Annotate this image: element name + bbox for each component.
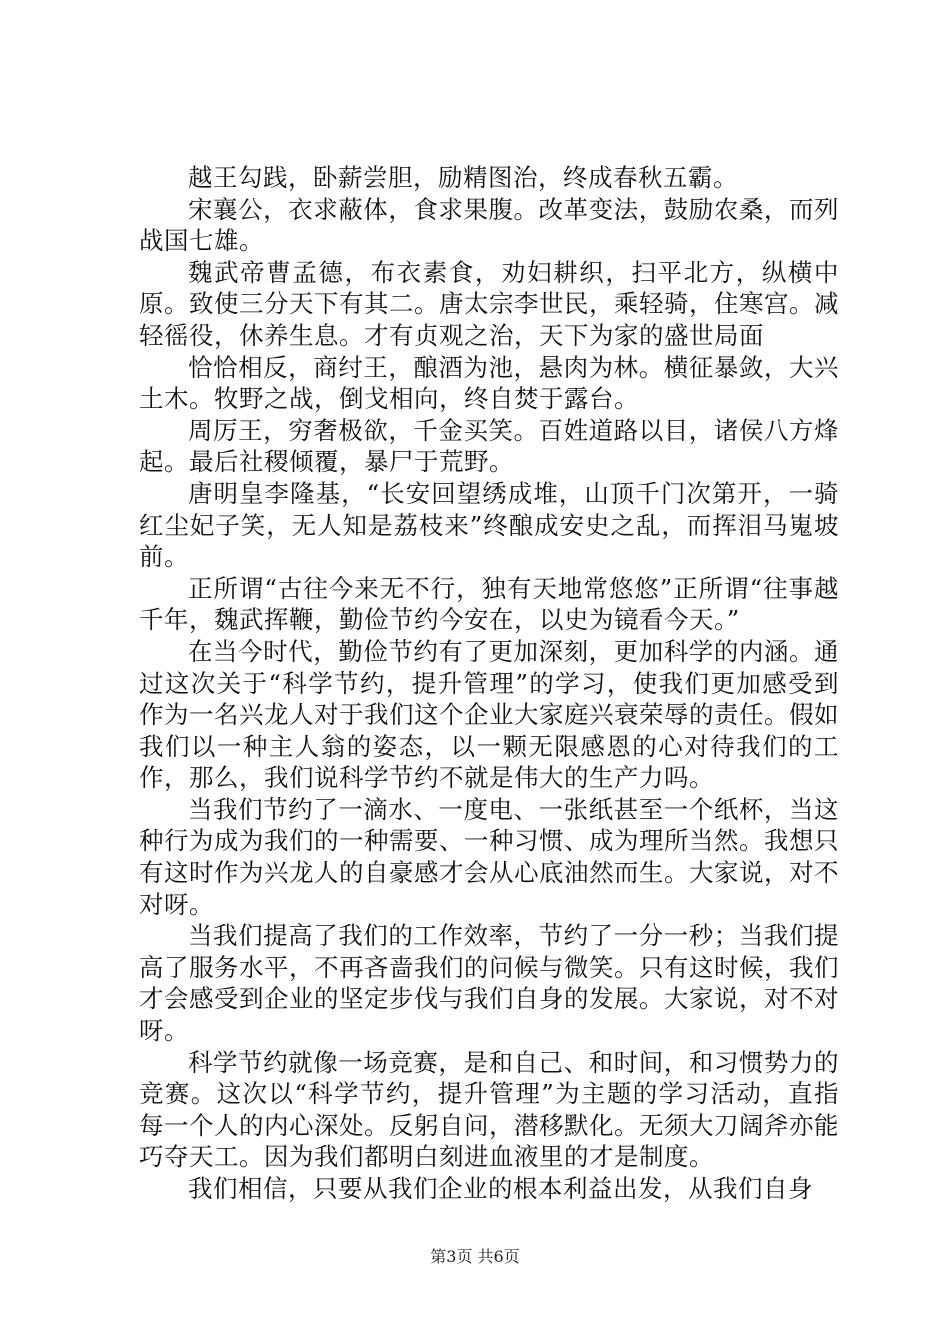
paragraph: 当我们提高了我们的工作效率，节约了一分一秒；当我们提高了服务水平，不再吝啬我们的问候与微笑。只有这时候，我们才会感受到企业的坚定步伐与我们自身的发展。大家说，对不对呀。 <box>139 921 839 1046</box>
paragraph: 正所谓“古往今来无不行，独有天地常悠悠”正所谓“往事越千年，魏武挥鞭，勤俭节约今安在，以史为镜看今天。” <box>139 573 839 635</box>
paragraph: 在当今时代，勤俭节约有了更加深刻，更加科学的内涵。通过这次关于“科学节约，提升管理”的学习，使我们更加感受到作为一名兴龙人对于我们这个企业大家庭兴衰荣辱的责任。假如我们以一种主人翁的姿态，以一颗无限感恩的心对待我们的工作，那么，我们说科学节约不就是伟大的生产力吗。 <box>139 636 839 793</box>
paragraph: 周厉王，穷奢极欲，千金买笑。百姓道路以目，诸侯八方烽起。最后社稷倾覆，暴尸于荒野。 <box>139 415 839 477</box>
paragraph: 唐明皇李隆基，“长安回望绣成堆，山顶千门次第开，一骑红尘妃子笑，无人知是荔枝来”终酿成安史之乱，而挥泪马嵬坡前。 <box>139 478 839 572</box>
page-number-footer: 第3页 共6页 <box>430 1247 520 1266</box>
paragraph: 恰恰相反，商纣王，酿酒为池，悬肉为林。横征暴敛，大兴土木。牧野之战，倒戈相向，终自焚于露台。 <box>139 352 839 414</box>
paragraph: 越王勾践，卧薪尝胆，励精图治，终成春秋五霸。 <box>188 163 738 192</box>
document-body <box>139 162 839 1205</box>
paragraph: 科学节约就像一场竞赛，是和自己、和时间，和习惯势力的竞赛。这次以“科学节约，提升管理”为主题的学习活动，直指每一个人的内心深处。反躬自问，潜移默化。无须大刀阔斧亦能巧夺天工。因为我们都明白刻进血液里的才是制度。 <box>139 1047 839 1172</box>
paragraph: 我们相信，只要从我们企业的根本利益出发，从我们自身 <box>188 1174 813 1203</box>
paragraph: 宋襄公，衣求蔽体，食求果腹。改革变法，鼓励农桑，而列战国七雄。 <box>139 194 839 256</box>
paragraph: 魏武帝曹孟德，布衣素食，劝妇耕织，扫平北方，纵横中原。致使三分天下有其二。唐太宗李世民，乘轻骑，住寒宫。减轻徭役，休养生息。才有贞观之治，天下为家的盛世局面 <box>139 257 839 350</box>
paragraph: 当我们节约了一滴水、一度电、一张纸甚至一个纸杯，当这种行为成为我们的一种需要、一种习惯、成为理所当然。我想只有这时作为兴龙人的自豪感才会从心底油然而生。大家说，对不对呀。 <box>139 794 839 919</box>
